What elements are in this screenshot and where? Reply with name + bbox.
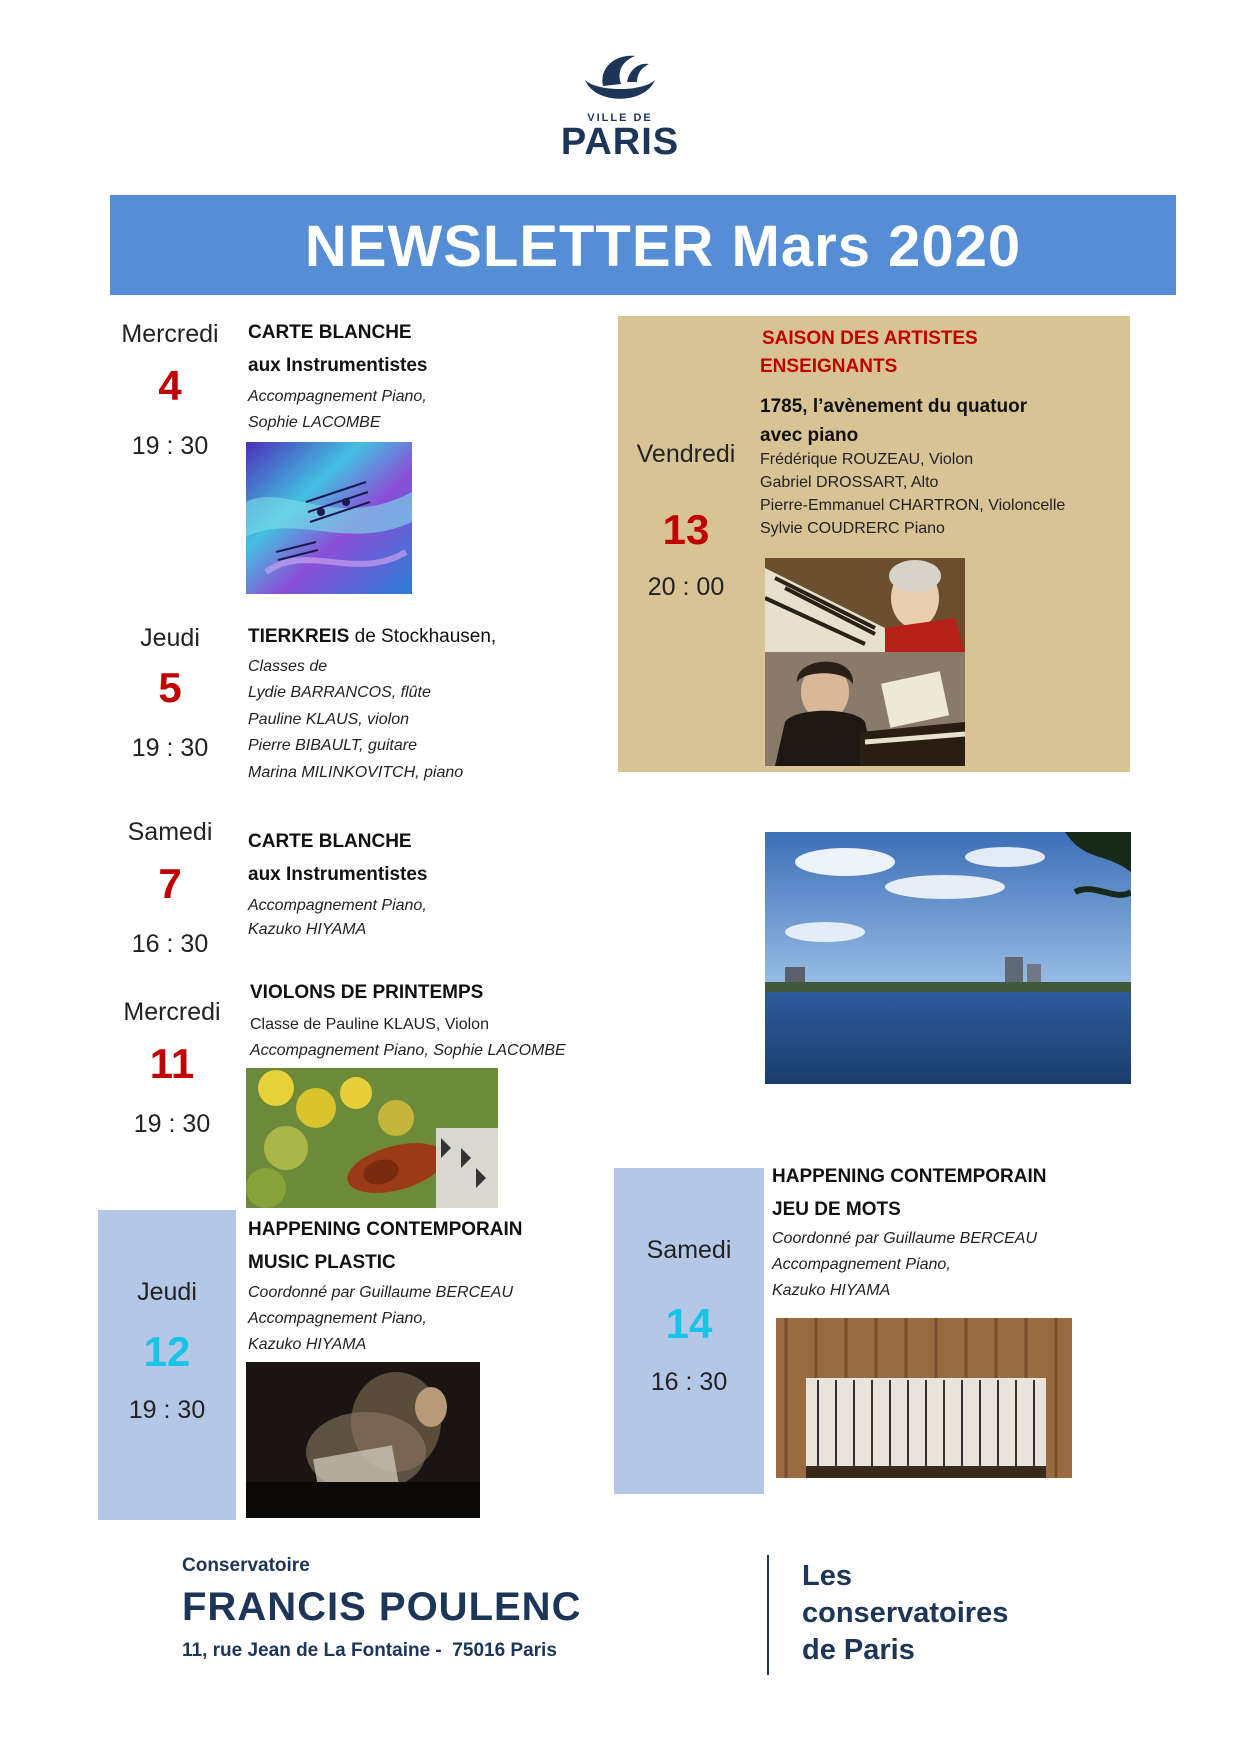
event-detail: Coordonné par Guillaume BERCEAU [248,1284,514,1301]
event-detail: Kazuko HIYAMA [248,1336,367,1353]
event-day: Vendredi [636,440,736,468]
event-detail: Sophie LACOMBE [248,414,381,431]
footer-divider [767,1555,769,1675]
event-date-number: 4 [158,362,182,409]
newsletter-banner [110,195,1176,295]
event-subtitle: avec piano [760,425,859,446]
event-subtitle: JEU DE MOTS [772,1199,901,1220]
event-day: Samedi [127,818,213,846]
event-detail: Kazuko HIYAMA [248,921,367,938]
event-detail: Classe de Pauline KLAUS, Violon [250,1016,489,1033]
event-title: CARTE BLANCHE [248,831,412,852]
event-image-book-piano [776,1308,1072,1490]
ville-de-paris-logo [555,50,685,170]
event-date-number: 12 [143,1328,191,1375]
event-date-number: 5 [158,664,182,711]
event-image-violin-mimosa [246,1068,498,1208]
event-detail: Pauline KLAUS, violon [248,711,409,728]
event-detail: Accompagnement Piano, Sophie LACOMBE [250,1042,566,1059]
event-title-rest: de Stockhausen, [349,626,497,647]
event-time: 19 : 30 [133,1110,211,1138]
event-detail: Accompagnement Piano, [772,1256,951,1273]
event-detail: Kazuko HIYAMA [772,1282,891,1299]
event-title-bold: TIERKREIS [248,626,350,647]
event-date-number: 11 [149,1040,195,1087]
event-subtitle: aux Instrumentistes [248,864,428,885]
event-title: CARTE BLANCHE [248,322,412,343]
event-detail: Frédérique ROUZEAU, Violon [760,451,974,468]
event-time: 19 : 30 [128,1396,206,1424]
paris-boat-icon [575,50,665,112]
event-detail: Accompagnement Piano, [248,1310,427,1327]
logo-small-text: VILLE DE [587,112,653,124]
event-detail: Marina MILINKOVITCH, piano [248,764,464,781]
event-day: Samedi [646,1236,732,1264]
event-time: 16 : 30 [650,1368,728,1396]
logo-big-text: PARIS [560,121,680,163]
event-image-pianist [246,1362,480,1518]
event-kicker: ENSEIGNANTS [760,356,898,377]
event-title: 1785, l’avènement du quatuor [760,396,1028,417]
event-day: Mercredi [123,998,221,1026]
event-detail: Classes de [248,658,328,675]
event-detail: Coordonné par Guillaume BERCEAU [772,1230,1038,1247]
event-time: 19 : 30 [131,734,209,762]
event-date-number: 7 [158,860,182,907]
event-title: HAPPENING CONTEMPORAIN [248,1219,523,1240]
event-image-painting [246,442,412,594]
event-date-number: 14 [665,1300,713,1347]
event-time: 16 : 30 [131,930,209,958]
event-day: Jeudi [140,624,200,652]
event-detail: Pierre BIBAULT, guitare [248,737,417,754]
event-title: VIOLONS DE PRINTEMPS [250,982,484,1003]
footer-right-line: Les [802,1560,852,1592]
event-time: 19 : 30 [131,432,209,460]
event-date-number: 13 [662,506,710,553]
event-detail: Accompagnement Piano, [248,388,427,405]
event-day: Jeudi [137,1278,197,1306]
event-time: 20 : 00 [647,573,725,601]
event-detail: Gabriel DROSSART, Alto [760,474,939,491]
event-subtitle: MUSIC PLASTIC [248,1252,396,1273]
banner-title: NEWSLETTER Mars 2020 [304,214,1022,279]
event-detail: Accompagnement Piano, [248,897,427,914]
event-day: Mercredi [121,320,219,348]
footer-label: Conservatoire [182,1555,310,1576]
footer-address: 11, rue Jean de La Fontaine - 75016 Paris [182,1640,557,1661]
event-image-beethoven [765,652,965,766]
event-subtitle: aux Instrumentistes [248,355,428,376]
event-image-mozart [765,558,965,652]
event-title [248,626,496,648]
event-kicker: SAISON DES ARTISTES [762,328,978,349]
event-detail: Sylvie COUDRERC Piano [760,520,945,537]
footer-conservatoire-name: FRANCIS POULENC [182,1585,582,1629]
event-title: HAPPENING CONTEMPORAIN [772,1166,1047,1187]
event-detail: Pierre-Emmanuel CHARTRON, Violoncelle [760,497,1066,514]
event-detail: Lydie BARRANCOS, flûte [248,684,431,701]
event-image-lake-skyline [765,832,1131,1084]
footer-right-line: conservatoires [802,1597,1009,1629]
footer-right-line: de Paris [802,1634,915,1666]
